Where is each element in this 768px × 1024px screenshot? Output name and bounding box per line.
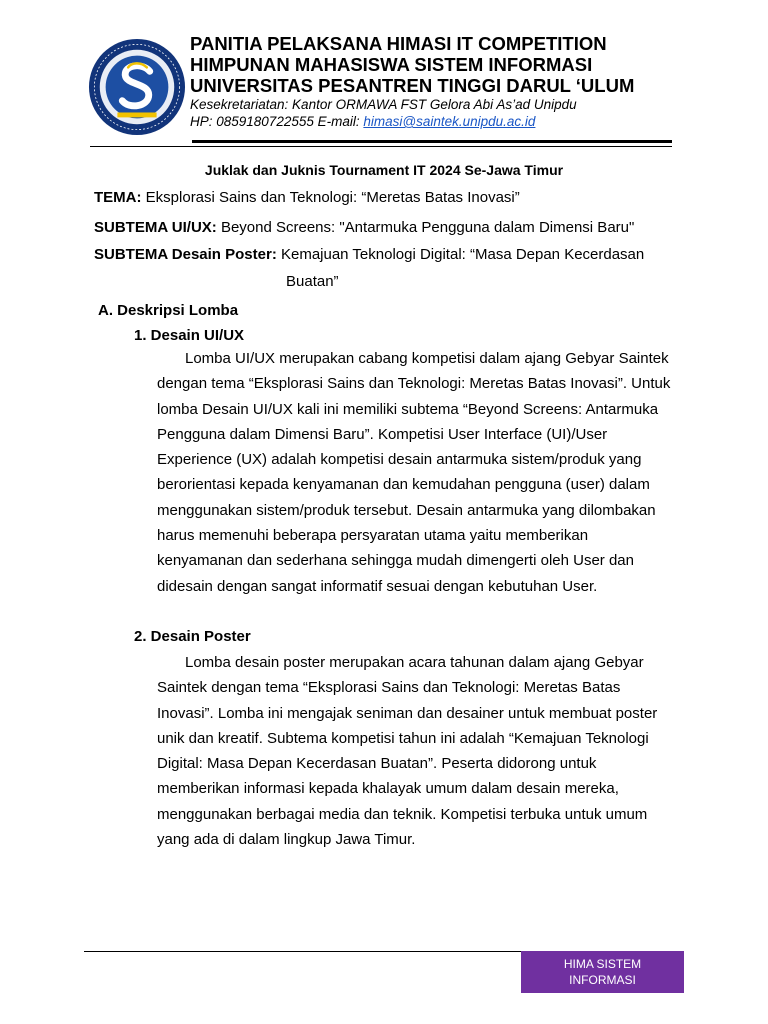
tema-value: Eksplorasi Sains dan Teknologi: “Meretas Batas Inovasi” — [141, 189, 520, 206]
subtema-poster-line — [94, 245, 644, 265]
letterhead-divider-thin — [90, 146, 672, 147]
subtema-uiux-line — [94, 218, 634, 238]
document-title: Juklak dan Juknis Tournament IT 2024 Se-Jawa Timur — [204, 162, 564, 178]
item-2-heading: 2. Desain Poster — [134, 628, 251, 645]
association-name: HIMPUNAN MAHASISWA SISTEM INFORMASI — [190, 54, 593, 75]
tema-line — [94, 188, 520, 208]
phone-text: HP: 0859180722555 E-mail: — [190, 114, 364, 129]
section-a-heading: A. Deskripsi Lomba — [98, 302, 239, 319]
footer-badge-line1: HIMA SISTEM — [563, 957, 642, 971]
footer-badge-line2: INFORMASI — [569, 973, 636, 987]
item-1-paragraph: Lomba UI/UX merupakan cabang kompetisi dalam ajang Gebyar Saintek dengan tema “Eksplorasi Sains dan Teknologi: Meretas Batas Inovasi”. Untuk lomba Desain UI/UX kali ini memiliki subtema “Beyond Screens: Antarmuka Pengguna dalam Dimensi Baru”. Kompetisi User Interface (UI)/User Experience (UX) adalah kompetisi desain antarmuka sistem/produk yang berorientasi kepada kenyamanan dan kemudahan pengguna (user) dalam menggunakan sistem/produk tersebut. Desain antarmuka yang dilombakan harus memenuhi beberapa persyaratan utama yaitu memberikan kenyamanan dan sederhana sehingga mudah dimengerti oleh User dan didesain dengan sangat informatif sesuai dengan kebutuhan User. — [157, 350, 671, 595]
university-logo — [88, 38, 186, 136]
committee-name: PANITIA PELAKSANA HIMASI IT COMPETITION — [190, 33, 607, 54]
item-2-paragraph: Lomba desain poster merupakan acara tahunan dalam ajang Gebyar Saintek dengan tema “Eksplorasi Sains dan Teknologi: Meretas Batas Inovasi”. Lomba ini mengajak seniman dan desainer untuk membuat poster unik dan kreatif. Subtema kompetisi tahun ini adalah “Kemajuan Teknologi Digital: Masa Depan Kecerdasan Buatan”. Peserta didorong untuk memberikan informasi kepada khalayak umum dalam desain mereka, menggunakan berbagai media dan teknik. Kompetisi terbuka untuk umum yang ada di dalam lingkup Jawa Timur. — [157, 654, 658, 849]
university-name: UNIVERSITAS PESANTREN TINGGI DARUL ‘ULUM — [190, 75, 635, 96]
contact-line — [190, 113, 750, 130]
letterhead — [190, 33, 750, 130]
letterhead-divider-thick — [192, 140, 672, 143]
subtema-poster-label: SUBTEMA Desain Poster: — [94, 246, 277, 263]
subtema-poster-value: Kemajuan Teknologi Digital: “Masa Depan Kecerdasan — [276, 246, 645, 263]
footer-badge — [521, 951, 684, 993]
secretariat-address: Kesekretariatan: Kantor ORMAWA FST Gelora Abi As’ad Unipdu — [190, 97, 577, 112]
tema-label: TEMA: — [94, 189, 142, 206]
subtema-poster-value-continued: Buatan” — [286, 273, 339, 290]
subtema-uiux-value: Beyond Screens: "Antarmuka Pengguna dalam Dimensi Baru" — [216, 219, 635, 236]
email-link[interactable]: himasi@saintek.unipdu.ac.id — [363, 114, 536, 129]
subtema-uiux-label: SUBTEMA UI/UX: — [94, 219, 217, 236]
item-1-heading: 1. Desain UI/UX — [134, 327, 245, 344]
